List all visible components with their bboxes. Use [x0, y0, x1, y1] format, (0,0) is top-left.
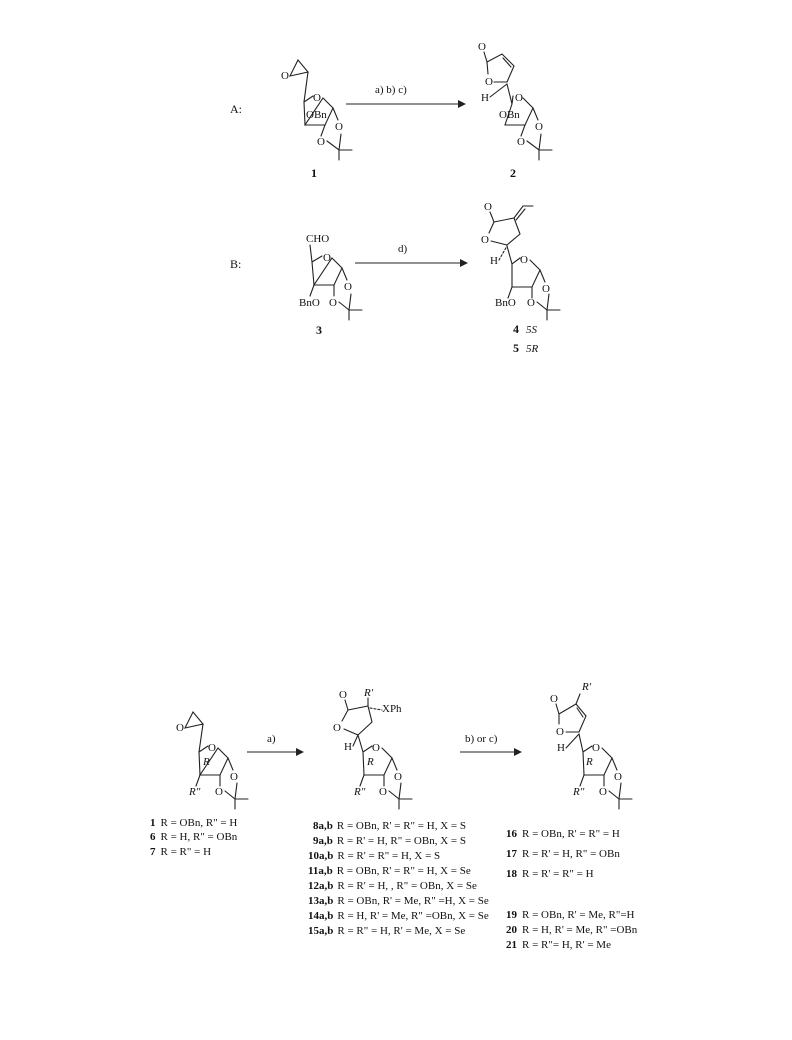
list-item-id: 16 [506, 828, 517, 840]
list-item-id: 14a,b [308, 910, 334, 922]
svg-text:21R = R"= H, R' = Me [506, 939, 611, 951]
list-item-id: 6 [150, 831, 156, 843]
atom-label: O [313, 92, 321, 104]
svg-text:15a,bR = R" = H, R' = Me, X = [308, 925, 465, 937]
atom-label: H [557, 742, 565, 754]
start-compound-list [150, 817, 238, 858]
list-item-desc: R = R' = H, R" = OBn, X = S [336, 835, 466, 847]
svg-text:19R = OBn, R' = Me, R"=H [506, 909, 635, 921]
list-item-desc: R = H, R' = Me, R" =OBn, X = Se [337, 910, 489, 922]
atom-label: OBn [306, 109, 327, 121]
list-item-id: 20 [506, 924, 517, 936]
atom-label: O [329, 297, 337, 309]
compound-number: 3 [316, 323, 322, 337]
svg-text:12a,bR = R' = H, , R" = OBn, X [308, 880, 477, 892]
list-item-id: 9a,b [313, 835, 333, 847]
list-item-desc: R = H, R" = OBn [160, 831, 238, 843]
svg-text:7R = R" = H [150, 846, 211, 858]
reaction-arrow-2 [460, 748, 522, 756]
atom-label: R' [582, 681, 592, 693]
list-item-desc: R = OBn, R" = H [160, 817, 238, 829]
compound-1-structure [281, 60, 352, 160]
atom-label: O [485, 76, 493, 88]
atom-label: O [535, 121, 543, 133]
reagent-label-2: b) or c) [465, 733, 498, 745]
svg-text:6R = H, R" = OBn [150, 831, 238, 843]
atom-label: O [478, 41, 486, 53]
panel-a-label: A: [230, 102, 242, 116]
compound-3-structure [299, 233, 362, 320]
atom-label: R [586, 756, 593, 768]
list-item-desc: R = R"= H, R' = Me [522, 939, 611, 951]
atom-label: O [484, 201, 492, 213]
atom-label: O [333, 722, 341, 734]
atom-label: O [215, 786, 223, 798]
atom-label: O [481, 234, 489, 246]
atom-label: O [520, 254, 528, 266]
atom-label: O [230, 771, 238, 783]
atom-label: O [394, 771, 402, 783]
list-item-id: 11a,b [308, 865, 333, 877]
atom-label: O [281, 70, 289, 82]
panel-b-label: B: [230, 257, 242, 271]
atom-label: O [592, 742, 600, 754]
atom-label: O [323, 252, 331, 264]
atom-label: O [614, 771, 622, 783]
atom-label: R [367, 756, 374, 768]
reagent-label-b: d) [398, 243, 408, 255]
svg-text:18R = R' = R" = H [506, 868, 594, 880]
atom-label: O [339, 689, 347, 701]
reaction-arrow-b [355, 259, 468, 267]
atom-label: O [527, 297, 535, 309]
compound-number: 4 [513, 322, 519, 336]
list-item-id: 8a,b [313, 820, 333, 832]
compound-4-5-structure [481, 201, 560, 320]
atom-label: R" [573, 786, 585, 798]
configuration-label: 5R [526, 343, 539, 355]
atom-label: CHO [306, 233, 330, 245]
list-item-id: 15a,b [308, 925, 334, 937]
list-item-desc: R = R" = H [160, 846, 212, 858]
intermediate-compound-list [308, 820, 489, 937]
atom-label: O [208, 742, 216, 754]
atom-label: O [372, 742, 380, 754]
list-item-id: 1 [150, 817, 156, 829]
compound-number: 1 [311, 166, 317, 180]
atom-label: O [599, 786, 607, 798]
atom-label: R [203, 756, 210, 768]
atom-label: XPh [382, 703, 402, 715]
svg-text:10a,bR = R' = R" = H, X = S [308, 850, 440, 862]
list-item-id: 12a,b [308, 880, 334, 892]
list-item-desc: R = OBn, R' = R" = H, X = S [336, 820, 466, 832]
atom-label: O [176, 722, 184, 734]
atom-label: O [317, 136, 325, 148]
svg-text:1R = OBn, R" = H [150, 817, 237, 829]
list-item-desc: R = OBn, R' = R" = H, X = Se [336, 865, 471, 877]
list-item-id: 10a,b [308, 850, 334, 862]
product-compound-list [506, 828, 638, 951]
list-item-id: 7 [150, 846, 156, 858]
list-item-id: 18 [506, 868, 517, 880]
svg-text:13a,bR = OBn, R' = Me, R" =H, [308, 895, 489, 907]
reagent-label-a: a) b) c) [375, 84, 407, 96]
atom-label: O [556, 726, 564, 738]
atom-label: O [517, 136, 525, 148]
list-item-desc: R = OBn, R' = R" = H [522, 828, 620, 840]
atom-label: O [344, 281, 352, 293]
list-item-desc: R = R' = H, R" = OBn [522, 848, 620, 860]
atom-label: H [344, 741, 352, 753]
list-item-desc: R = R' = R" = H, X = S [337, 850, 441, 862]
atom-label: O [515, 92, 523, 104]
reagent-label-1: a) [267, 733, 276, 745]
svg-text:17R = R' = H, R" = OBn [506, 848, 620, 860]
list-item-desc: R = R' = H, , R" = OBn, X = Se [337, 880, 477, 892]
list-item-id: 21 [506, 939, 517, 951]
svg-text:8a,bR = OBn, R' = R" = H, X = [313, 820, 466, 832]
reaction-arrow-a [346, 100, 466, 108]
atom-label: R' [364, 687, 374, 699]
svg-text:14a,bR = H, R' = Me, R" =OBn, [308, 910, 489, 922]
svg-text:16R = OBn, R' = R" = H [506, 828, 620, 840]
atom-label: H [490, 255, 498, 267]
atom-label: BnO [495, 297, 516, 309]
list-item-desc: R = OBn, R' = Me, R"=H [522, 909, 635, 921]
list-item-id: 13a,b [308, 895, 334, 907]
scheme-1 [230, 41, 560, 355]
list-item-desc: R = R" = H, R' = Me, X = Se [337, 925, 466, 937]
compound-2-structure [478, 41, 552, 160]
scheme-2 [150, 681, 638, 951]
configuration-label: 5S [526, 324, 537, 336]
list-item-desc: R = R' = R" = H [522, 868, 594, 880]
atom-label: R" [354, 786, 366, 798]
compound-number: 2 [510, 166, 516, 180]
atom-label: O [542, 283, 550, 295]
atom-label: BnO [299, 297, 320, 309]
atom-label: OBn [499, 109, 520, 121]
product-structure [550, 681, 632, 809]
atom-label: O [550, 693, 558, 705]
svg-text:20R = H, R' = Me, R" =OBn [506, 924, 638, 936]
list-item-desc: R = H, R' = Me, R" =OBn [522, 924, 638, 936]
svg-text:11a,bR = OBn, R' = R" = H, X = [308, 865, 471, 877]
list-item-id: 17 [506, 848, 517, 860]
svg-text:9a,bR = R' = H, R" = OBn, X = [313, 835, 466, 847]
start-material-structure [176, 712, 248, 809]
reaction-arrow-1 [247, 748, 304, 756]
atom-label: O [379, 786, 387, 798]
atom-label: O [335, 121, 343, 133]
atom-label: R" [189, 786, 201, 798]
list-item-desc: R = OBn, R' = Me, R" =H, X = Se [337, 895, 489, 907]
list-item-id: 19 [506, 909, 517, 921]
compound-number: 5 [513, 341, 519, 355]
atom-label: H [481, 92, 489, 104]
intermediate-structure [333, 687, 412, 809]
